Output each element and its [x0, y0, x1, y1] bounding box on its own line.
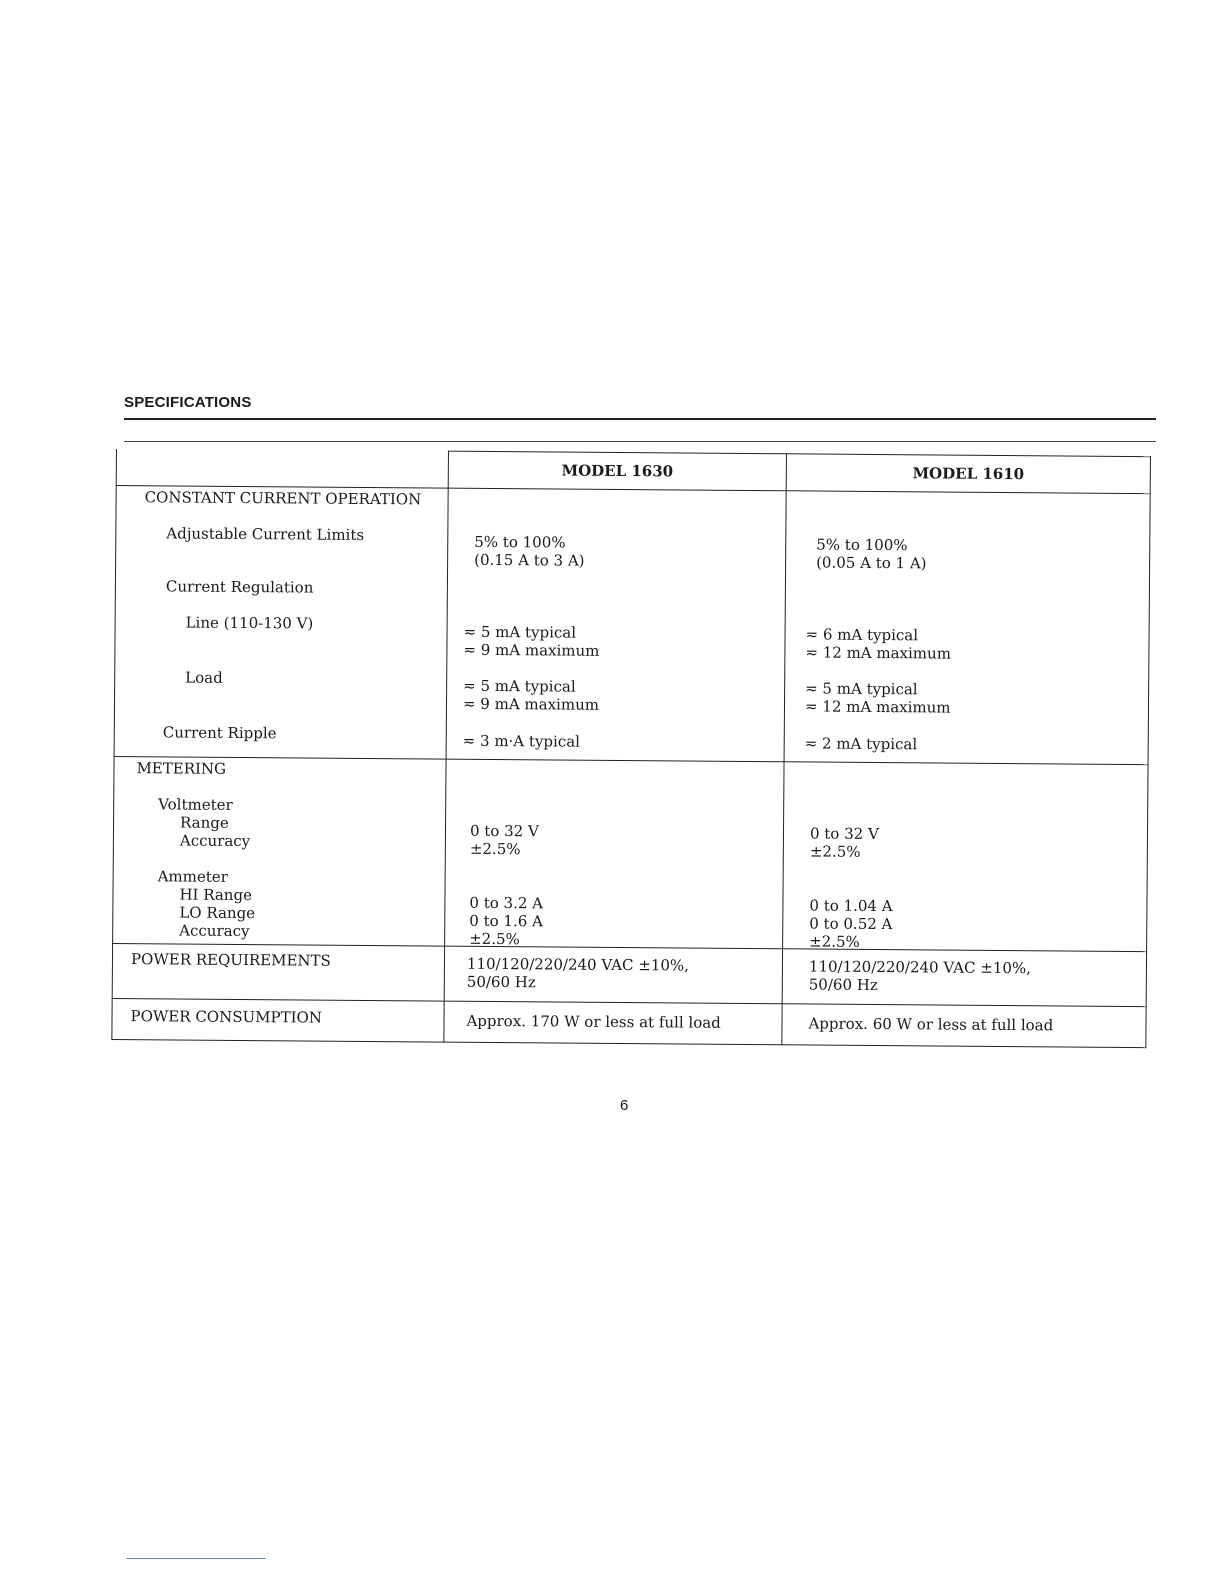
- value-1630-line-2: ≂ 9 mA maximum: [463, 640, 600, 660]
- heading-rule: [124, 418, 1156, 420]
- header-model-1630: MODEL 1630: [448, 451, 786, 491]
- footer-rule: [126, 1558, 266, 1559]
- value-1610-line-1: ≂ 6 mA typical: [805, 625, 919, 645]
- label-current-ripple: Current Ripple: [162, 723, 277, 743]
- value-1610-lo: 0 to 0.52 A: [809, 914, 893, 934]
- value-1610-a-acc: ±2.5%: [809, 932, 860, 951]
- value-1630-load-1: ≂ 5 mA typical: [463, 676, 576, 696]
- value-1630-v-acc: ±2.5%: [469, 839, 521, 859]
- page-number: 6: [620, 1097, 629, 1114]
- value-1610-power-consumption: Approx. 60 W or less at full load: [808, 1014, 1054, 1035]
- value-1630-power-consumption: Approx. 170 W or less at full load: [466, 1011, 721, 1032]
- value-cell-1630-constant-current: [446, 488, 786, 762]
- value-1630-power-req-1: 110/120/220/240 VAC ±10%,: [466, 954, 690, 975]
- value-1610-hi: 0 to 1.04 A: [809, 896, 893, 916]
- label-cell-power-consumption: [112, 998, 444, 1042]
- value-1610-adj-2: (0.05 A to 1 A): [816, 553, 927, 573]
- label-hi-range: HI Range: [179, 885, 253, 905]
- value-1630-ripple: ≂ 3 m·A typical: [462, 731, 581, 751]
- value-cell-1610-constant-current: [784, 491, 1150, 765]
- value-1610-load-2: ≂ 12 mA maximum: [804, 697, 951, 717]
- value-1630-a-acc: ±2.5%: [469, 929, 520, 949]
- value-1610-load-1: ≂ 5 mA typical: [805, 679, 918, 699]
- label-ammeter: Ammeter: [157, 867, 228, 886]
- section-title-constant-current: CONSTANT CURRENT OPERATION: [144, 488, 422, 509]
- header-blank-cell: [116, 449, 448, 489]
- value-1610-v-acc: ±2.5%: [809, 842, 861, 861]
- value-1610-power-req-2: 50/60 Hz: [808, 975, 878, 994]
- value-cell-1610-power-requirements: [782, 949, 1146, 1007]
- label-cell-power-requirements: [112, 943, 444, 1001]
- label-current-regulation: Current Regulation: [165, 577, 314, 597]
- value-1610-ripple: ≂ 2 mA typical: [804, 734, 918, 754]
- label-load: Load: [185, 668, 223, 687]
- row-power-requirements: [112, 943, 1146, 1006]
- value-1610-line-2: ≂ 12 mA maximum: [805, 643, 952, 663]
- value-cell-1610-power-consumption: [782, 1004, 1146, 1048]
- value-1630-adj-1: 5% to 100%: [474, 532, 566, 552]
- label-v-accuracy: Accuracy: [179, 831, 251, 851]
- row-constant-current: [114, 486, 1150, 765]
- table-top-rule: [124, 441, 1156, 442]
- row-power-consumption: [112, 998, 1146, 1047]
- label-v-range: Range: [179, 813, 229, 832]
- value-1630-hi: 0 to 3.2 A: [469, 893, 544, 913]
- label-cell-constant-current: [114, 486, 448, 760]
- page-heading: SPECIFICATIONS: [124, 394, 252, 411]
- header-model-1610: MODEL 1610: [786, 454, 1150, 494]
- value-1630-power-req-2: 50/60 Hz: [466, 972, 536, 992]
- label-cell-metering: [113, 756, 446, 946]
- value-cell-1630-power-requirements: [444, 946, 782, 1004]
- section-title-metering: METERING: [136, 759, 227, 778]
- label-a-accuracy: Accuracy: [179, 921, 250, 941]
- label-lo-range: LO Range: [179, 903, 256, 923]
- section-title-power-requirements: POWER REQUIREMENTS: [130, 950, 331, 970]
- row-metering: [113, 756, 1148, 951]
- value-1610-adj-1: 5% to 100%: [816, 535, 908, 555]
- value-cell-1630-metering: [445, 759, 784, 949]
- value-1630-load-2: ≂ 9 mA maximum: [462, 694, 600, 714]
- value-1630-lo: 0 to 1.6 A: [469, 911, 543, 931]
- specifications-table: [111, 448, 1151, 1048]
- section-title-power-consumption: POWER CONSUMPTION: [130, 1007, 323, 1027]
- label-line: Line (110-130 V): [185, 613, 314, 633]
- label-adjustable-limits: Adjustable Current Limits: [166, 524, 365, 544]
- value-cell-1610-metering: [783, 762, 1148, 952]
- label-voltmeter: Voltmeter: [158, 795, 233, 814]
- value-cell-1630-power-consumption: [444, 1001, 782, 1045]
- value-1610-power-req-1: 110/120/220/240 VAC ±10%,: [808, 957, 1032, 978]
- value-1630-line-1: ≂ 5 mA typical: [463, 622, 577, 642]
- value-1630-v-range: 0 to 32 V: [469, 821, 539, 841]
- value-1610-v-range: 0 to 32 V: [809, 824, 879, 844]
- value-1630-adj-2: (0.15 A to 3 A): [474, 550, 585, 570]
